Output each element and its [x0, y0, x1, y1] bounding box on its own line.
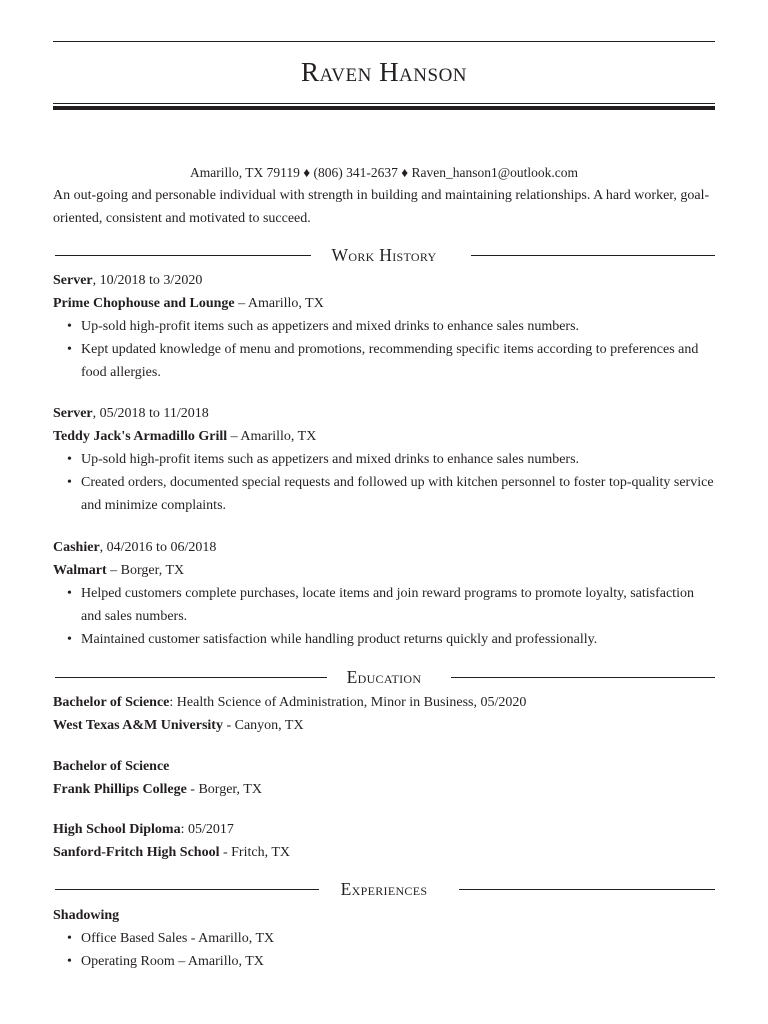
job-employer-line	[53, 425, 715, 448]
degree-line	[53, 691, 715, 714]
education-entry	[53, 818, 715, 864]
job-dates: , 05/2018 to 11/2018	[92, 406, 209, 421]
job-title-line	[53, 536, 715, 559]
experience-item: • Office Based Sales - Amarillo, TX	[53, 927, 715, 950]
experience-entry	[53, 904, 715, 973]
job-title-line	[53, 269, 715, 292]
job-duty: • Created orders, documented special requests and followed up with kitchen personnel to foster top-quality service and minimize complaints.	[53, 471, 715, 517]
contact-line: Amarillo, TX 79119 ♦ (806) 341-2637 ♦ Raven_hanson1@outlook.com	[189, 165, 579, 180]
education-entry	[53, 691, 715, 737]
job-duty: • Up-sold high-profit items such as appetizers and mixed drinks to enhance sales numbers.	[53, 448, 715, 471]
degree-detail: : 05/2017	[180, 822, 234, 837]
job-title: Server	[53, 406, 93, 421]
job-entry	[53, 269, 715, 384]
school: Sanford-Fritch High School	[53, 845, 220, 860]
job-duties-list	[53, 582, 715, 651]
job-title-line	[53, 402, 715, 425]
job-location: – Amarillo, TX	[234, 296, 324, 311]
school-location: - Canyon, TX	[222, 718, 304, 733]
experience-list	[53, 927, 715, 973]
heading-rule-right	[471, 255, 715, 256]
degree: High School Diploma	[53, 822, 181, 837]
job-location: – Amarillo, TX	[227, 429, 317, 444]
school: Frank Phillips College	[53, 782, 187, 797]
school-location: - Fritch, TX	[219, 845, 290, 860]
degree: Bachelor of Science	[53, 759, 170, 774]
header-divider	[53, 103, 715, 110]
experience-title: Shadowing	[53, 908, 120, 923]
job-title: Cashier	[53, 540, 100, 555]
experience-item: • Operating Room – Amarillo, TX	[53, 950, 715, 973]
school-line	[53, 841, 715, 864]
education-heading	[53, 666, 715, 688]
school-line	[53, 778, 715, 801]
summary-paragraph: An out-going and personable individual with strength in building and maintaining relationships. A hard worker, goal-oriented, consistent and motivated to succeed.	[53, 188, 710, 226]
top-divider	[53, 41, 715, 42]
education-entry	[53, 755, 715, 801]
job-employer: Prime Chophouse and Lounge	[53, 296, 235, 311]
job-duties-list	[53, 315, 715, 384]
experiences-heading	[53, 878, 715, 900]
job-location: – Borger, TX	[106, 563, 185, 578]
job-employer-line	[53, 292, 715, 315]
job-duty: • Up-sold high-profit items such as appetizers and mixed drinks to enhance sales numbers.	[53, 315, 715, 338]
degree: Bachelor of Science	[53, 695, 170, 710]
degree-line	[53, 755, 715, 778]
school: West Texas A&M University	[53, 718, 223, 733]
education-title: Education	[346, 667, 422, 687]
job-dates: , 04/2016 to 06/2018	[99, 540, 217, 555]
job-duties-list	[53, 448, 715, 517]
job-employer: Walmart	[53, 563, 107, 578]
job-title: Server	[53, 273, 93, 288]
heading-rule-right	[459, 889, 715, 890]
degree-line	[53, 818, 715, 841]
job-duty: • Helped customers complete purchases, locate items and join reward programs to promote loyalty, satisfaction and sales numbers.	[53, 582, 715, 628]
job-employer: Teddy Jack's Armadillo Grill	[53, 429, 228, 444]
work-history-title: Work History	[331, 245, 437, 265]
job-duty: • Kept updated knowledge of menu and promotions, recommending specific items according to preferences and food allergies.	[53, 338, 715, 384]
school-line	[53, 714, 715, 737]
job-entry	[53, 536, 715, 651]
job-dates: , 10/2018 to 3/2020	[92, 273, 203, 288]
job-employer-line	[53, 559, 715, 582]
job-entry	[53, 402, 715, 517]
heading-rule-right	[451, 677, 715, 678]
job-duty: • Maintained customer satisfaction while handling product returns quickly and professionally.	[53, 628, 715, 651]
experience-title-line	[53, 904, 715, 927]
degree-detail: : Health Science of Administration, Minor in Business, 05/2020	[169, 695, 527, 710]
school-location: - Borger, TX	[186, 782, 262, 797]
experiences-title: Experiences	[340, 879, 428, 899]
candidate-name: Raven Hanson	[300, 57, 468, 87]
work-history-heading	[53, 244, 715, 266]
